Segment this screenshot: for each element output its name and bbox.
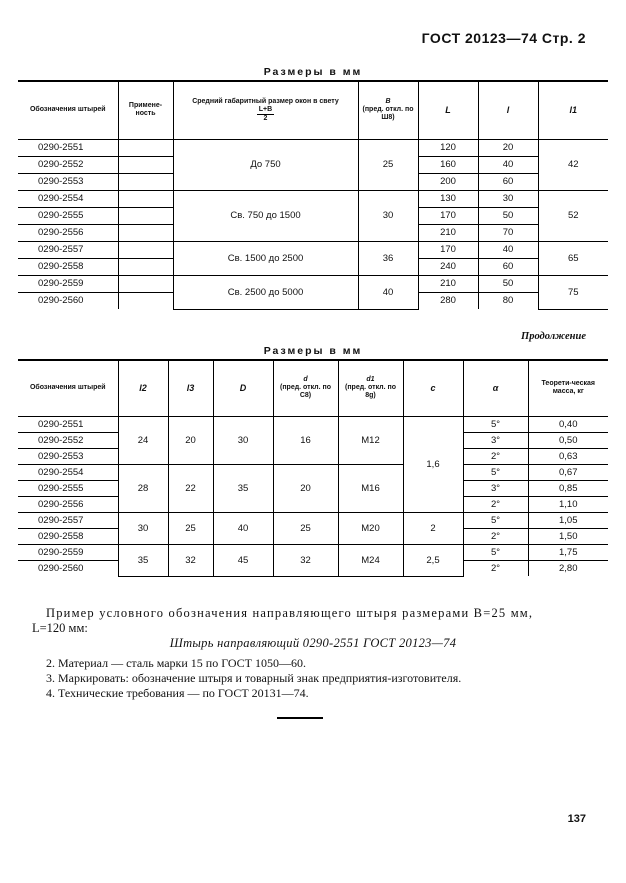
table-cell-l: 50	[478, 275, 538, 292]
table-cell-B: 25	[358, 139, 418, 190]
header-B-note: (пред. откл. по Ш8)	[362, 106, 414, 122]
header-B	[358, 81, 418, 139]
table-cell-l: 80	[478, 292, 538, 309]
header-l: l	[478, 81, 538, 139]
table-cell-alpha: 2°	[463, 448, 528, 464]
table-cell-c: 2	[403, 512, 463, 544]
table-cell-designation: 0290-2556	[18, 224, 118, 241]
table-cell-designation: 0290-2551	[18, 139, 118, 156]
header-middle-size-label: Средний габаритный размер окон в свету	[192, 97, 339, 105]
header-D: D	[213, 360, 273, 416]
table-cell-mass: 0,85	[528, 480, 608, 496]
table-cell-l3: 32	[168, 544, 213, 576]
table-cell-l2: 35	[118, 544, 168, 576]
table-cell-application	[118, 173, 173, 190]
table-cell-l2: 28	[118, 464, 168, 512]
table-cell-mass: 1,50	[528, 528, 608, 544]
table-cell-size: До 750	[173, 139, 358, 190]
table-cell-L: 240	[418, 258, 478, 275]
table-cell-mass: 1,10	[528, 496, 608, 512]
table-cell-d: 20	[273, 464, 338, 512]
header-d-symbol: d	[303, 376, 308, 384]
table-cell-l: 60	[478, 258, 538, 275]
table-cell-designation: 0290-2555	[18, 480, 118, 496]
table-cell-L: 210	[418, 224, 478, 241]
continuation-label: Продолжение	[521, 331, 586, 342]
table-cell-L: 130	[418, 190, 478, 207]
table-cell-B: 36	[358, 241, 418, 275]
table-cell-designation: 0290-2560	[18, 560, 118, 576]
header-l1: l1	[538, 81, 608, 139]
table-cell-mass: 1,75	[528, 544, 608, 560]
table-cell-alpha: 3°	[463, 480, 528, 496]
table-dimensions-1	[18, 80, 608, 310]
table-cell-application	[118, 258, 173, 275]
table-cell-l: 60	[478, 173, 538, 190]
table-cell-size: Св. 1500 до 2500	[173, 241, 358, 275]
table-cell-l: 70	[478, 224, 538, 241]
table-cell-c: 1,6	[403, 416, 463, 512]
note-item: 4. Технические требования — по ГОСТ 20131—74.	[46, 686, 309, 700]
header-alpha: α	[463, 360, 528, 416]
table-cell-l3: 25	[168, 512, 213, 544]
table-cell-alpha: 5°	[463, 464, 528, 480]
table-cell-alpha: 5°	[463, 512, 528, 528]
table-cell-L: 200	[418, 173, 478, 190]
table-cell-alpha: 2°	[463, 560, 528, 576]
table-cell-d: 16	[273, 416, 338, 464]
table-cell-l1: 52	[538, 190, 608, 241]
table-cell-c: 2,5	[403, 544, 463, 576]
table-cell-d: 25	[273, 512, 338, 544]
page-header: ГОСТ 20123—74 Стр. 2	[421, 30, 586, 46]
header-mass: Теорети-ческая масса, кг	[528, 360, 608, 416]
table-cell-designation: 0290-2559	[18, 544, 118, 560]
table-cell-alpha: 2°	[463, 496, 528, 512]
table-cell-alpha: 5°	[463, 544, 528, 560]
table-cell-l: 50	[478, 207, 538, 224]
table-cell-designation: 0290-2558	[18, 258, 118, 275]
table-cell-designation: 0290-2560	[18, 292, 118, 309]
table-cell-l3: 20	[168, 416, 213, 464]
header-d1-note: (пред. откл. по 8g)	[344, 384, 397, 400]
header-d1	[338, 360, 403, 416]
table-cell-L: 170	[418, 241, 478, 258]
table-cell-application	[118, 190, 173, 207]
table-cell-B: 30	[358, 190, 418, 241]
note-item: 2. Материал — сталь марки 15 по ГОСТ 1050—60.	[46, 656, 307, 670]
table-cell-l1: 42	[538, 139, 608, 190]
table-cell-l1: 75	[538, 275, 608, 309]
table-cell-D: 40	[213, 512, 273, 544]
formula-denominator: 2	[263, 114, 268, 122]
table-cell-alpha: 3°	[463, 432, 528, 448]
table-cell-d1: M12	[338, 416, 403, 464]
table-cell-designation: 0290-2552	[18, 432, 118, 448]
table-cell-designation: 0290-2555	[18, 207, 118, 224]
table-cell-D: 45	[213, 544, 273, 576]
header-B-symbol: B	[385, 98, 391, 106]
header-application: Примене-ность	[118, 81, 173, 139]
table-cell-mass: 2,80	[528, 560, 608, 576]
formula-numerator: L+B	[257, 106, 274, 115]
table-cell-d1: M20	[338, 512, 403, 544]
table-cell-D: 30	[213, 416, 273, 464]
note-item: 3. Маркировать: обозначение штыря и товарный знак предприятия-изготовителя.	[46, 671, 462, 685]
example-line-2: L=120 мм:	[32, 621, 88, 635]
table-cell-application	[118, 292, 173, 309]
header-d1-symbol: d1	[366, 376, 375, 384]
table-cell-application	[118, 224, 173, 241]
table-cell-designation: 0290-2556	[18, 496, 118, 512]
table-cell-application	[118, 207, 173, 224]
table-cell-application	[118, 156, 173, 173]
table-cell-size: Св. 2500 до 5000	[173, 275, 358, 309]
table-cell-mass: 0,50	[528, 432, 608, 448]
example-designation: Штырь направляющий 0290-2551 ГОСТ 20123—74	[169, 636, 457, 650]
table-cell-designation: 0290-2558	[18, 528, 118, 544]
table1-caption: Размеры в мм	[263, 66, 363, 78]
table-cell-designation: 0290-2557	[18, 512, 118, 528]
table-cell-L: 120	[418, 139, 478, 156]
table-dimensions-2	[18, 359, 608, 577]
table-cell-designation: 0290-2554	[18, 464, 118, 480]
header-d-note: (пред. откл. по С8)	[279, 384, 332, 400]
table-cell-application	[118, 275, 173, 292]
header-d	[273, 360, 338, 416]
formula-fraction	[257, 106, 274, 123]
table-cell-l: 30	[478, 190, 538, 207]
example-line-1: Пример условного обозначения направляющего штыря размерами B=25 мм,	[46, 606, 534, 620]
table-cell-d1: M16	[338, 464, 403, 512]
table-cell-l2: 30	[118, 512, 168, 544]
header-L: L	[418, 81, 478, 139]
table-cell-designation: 0290-2553	[18, 173, 118, 190]
end-divider	[277, 717, 323, 719]
table-cell-mass: 0,63	[528, 448, 608, 464]
table-cell-mass: 1,05	[528, 512, 608, 528]
table-cell-mass: 0,40	[528, 416, 608, 432]
table-cell-D: 35	[213, 464, 273, 512]
table-cell-l3: 22	[168, 464, 213, 512]
table-cell-designation: 0290-2557	[18, 241, 118, 258]
table-cell-mass: 0,67	[528, 464, 608, 480]
header-middle-size	[173, 81, 358, 139]
table-cell-l: 40	[478, 156, 538, 173]
table-cell-d1: M24	[338, 544, 403, 576]
table-cell-L: 160	[418, 156, 478, 173]
header-l2: l2	[118, 360, 168, 416]
header-designation: Обозначения штырей	[18, 360, 118, 416]
table-cell-size: Св. 750 до 1500	[173, 190, 358, 241]
table-cell-designation: 0290-2559	[18, 275, 118, 292]
table-cell-designation: 0290-2553	[18, 448, 118, 464]
table-cell-L: 170	[418, 207, 478, 224]
page-number: 137	[567, 813, 586, 825]
table-cell-L: 210	[418, 275, 478, 292]
table-cell-l1: 65	[538, 241, 608, 275]
table-cell-d: 32	[273, 544, 338, 576]
table-cell-l2: 24	[118, 416, 168, 464]
header-l3: l3	[168, 360, 213, 416]
table2-caption: Размеры в мм	[263, 345, 363, 357]
table-cell-application	[118, 241, 173, 258]
header-c: c	[403, 360, 463, 416]
table-cell-designation: 0290-2551	[18, 416, 118, 432]
table-cell-L: 280	[418, 292, 478, 309]
table-cell-l: 40	[478, 241, 538, 258]
table-cell-l: 20	[478, 139, 538, 156]
table-cell-alpha: 5°	[463, 416, 528, 432]
table-cell-designation: 0290-2552	[18, 156, 118, 173]
table-cell-designation: 0290-2554	[18, 190, 118, 207]
table-cell-alpha: 2°	[463, 528, 528, 544]
header-designation: Обозначения штырей	[18, 81, 118, 139]
table-cell-application	[118, 139, 173, 156]
table-cell-B: 40	[358, 275, 418, 309]
